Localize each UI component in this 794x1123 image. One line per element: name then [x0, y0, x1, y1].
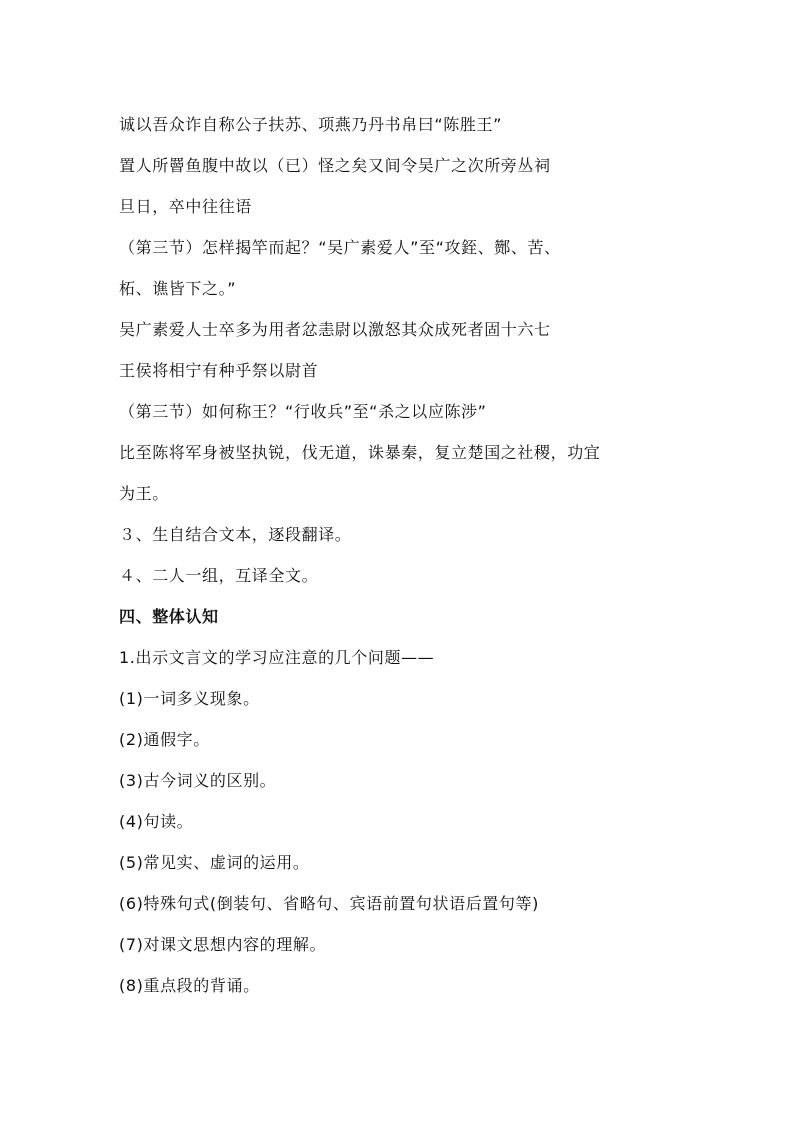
text-line: 置人所罾鱼腹中故以（已）怪之矣又间令吴广之次所旁丛祠: [119, 156, 551, 175]
list-item: (7)对课文思想内容的理解。: [119, 935, 327, 954]
text-line: （第三节）怎样揭竿而起？“吴广素爱人”至“攻銍、酂、苦、: [119, 238, 561, 257]
text-line: 为王。: [119, 484, 169, 503]
list-item: (5)常见实、虚词的运用。: [119, 853, 310, 872]
document-body: [119, 104, 679, 1006]
text-line: 诚以吾众诈自称公子扶苏、项燕乃丹书帛曰“陈胜王”: [119, 115, 502, 134]
text-line: 柘、谯皆下之。”: [119, 279, 237, 298]
text-line: ４、二人一组，互译全文。: [119, 566, 319, 585]
text-line: （第三节）如何称王？“行收兵”至“杀之以应陈涉”: [119, 402, 487, 421]
text-line: 比至陈将军身被坚执锐，伐无道，诛暴秦，复立楚国之社稷，功宜: [119, 443, 601, 462]
list-item: (3)古今词义的区别。: [119, 771, 277, 790]
section-heading: 四、整体认知: [119, 607, 219, 626]
list-item: (1)一词多义现象。: [119, 689, 260, 708]
list-item: (6)特殊句式(倒装句、省略句、宾语前置句状语后置句等): [119, 894, 539, 913]
list-item: (8)重点段的背诵。: [119, 976, 260, 995]
text-line: 旦日，卒中往往语: [119, 197, 252, 216]
list-item: (4)句读。: [119, 812, 194, 831]
text-line: ３、生自结合文本，逐段翻译。: [119, 525, 352, 544]
list-item: (2)通假字。: [119, 730, 210, 749]
text-line: 王侯将相宁有种乎祭以尉首: [119, 361, 319, 380]
text-line: 吴广素爱人士卒多为用者忿恚尉以激怒其众成死者固十六七: [119, 320, 551, 339]
text-line: 1.出示文言文的学习应注意的几个问题——: [119, 648, 435, 667]
